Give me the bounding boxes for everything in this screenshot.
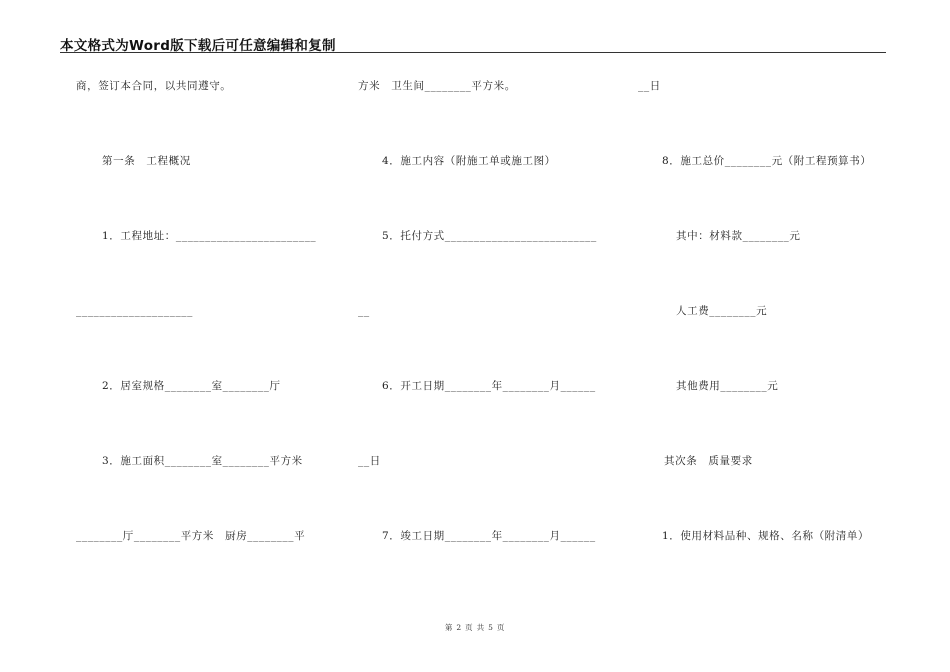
text-line: 方米 卫生间________平方米。 [358, 80, 516, 92]
text-line: 8．施工总价________元（附工程预算书） [662, 155, 872, 167]
text-line: 其他费用________元 [676, 380, 779, 392]
text-line: ____________________ [76, 305, 193, 317]
text-line: 3．施工面积________室________平方米 [102, 455, 303, 467]
text-line: 7．竣工日期________年________月______ [382, 530, 596, 542]
text-line: 4．施工内容（附施工单或施工图） [382, 155, 556, 167]
header-divider [60, 52, 886, 53]
text-line: 5．托付方式__________________________ [382, 230, 597, 242]
text-line: __日 [638, 80, 661, 92]
section-heading: 其次条 质量要求 [664, 455, 753, 467]
text-line: 其中：材料款________元 [676, 230, 801, 242]
text-line: 1．使用材料品种、规格、名称（附清单） [662, 530, 870, 542]
text-line: __日 [358, 455, 381, 467]
text-line: 6．开工日期________年________月______ [382, 380, 596, 392]
text-line: 商，签订本合同，以共同遵守。 [76, 80, 232, 92]
page-number: 第 2 页 共 5 页 [444, 623, 506, 632]
text-line: __ [358, 305, 370, 317]
text-line: 2．居室规格________室________厅 [102, 380, 281, 392]
section-heading: 第一条 工程概况 [102, 155, 191, 167]
text-line: 人工费________元 [676, 305, 768, 317]
document-title: 本文格式为Word版下载后可任意编辑和复制 [60, 38, 336, 54]
text-line: 1．工程地址：________________________ [102, 230, 317, 242]
text-line: ________厅________平方米 厨房________平 [76, 530, 306, 542]
